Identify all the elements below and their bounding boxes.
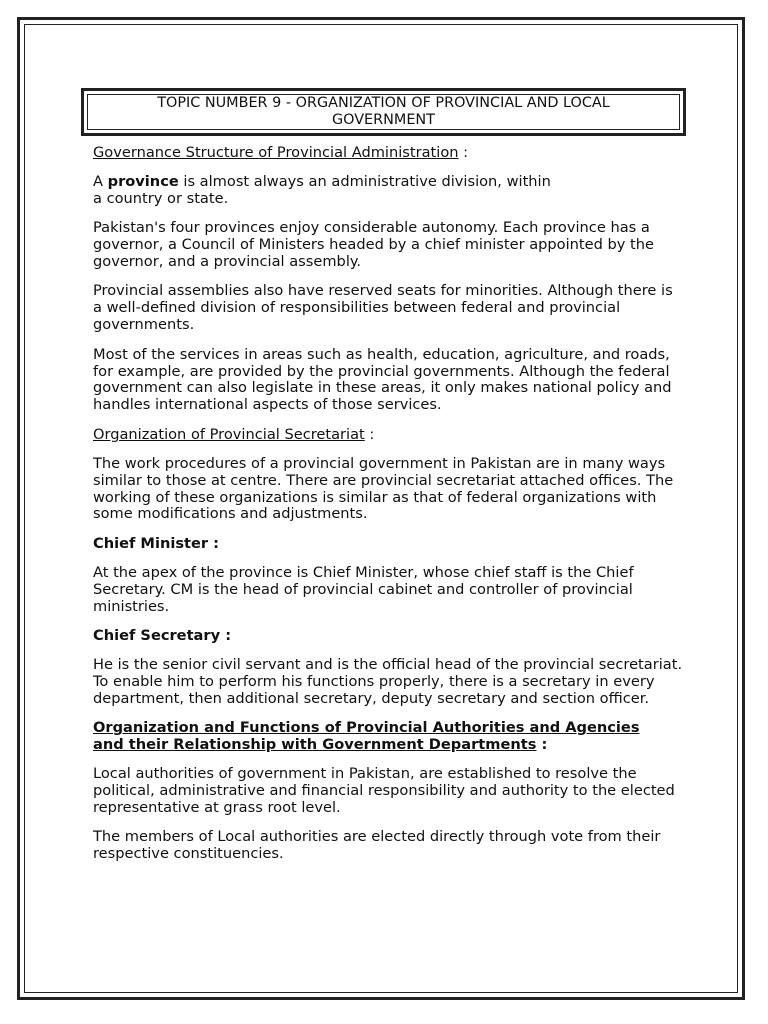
paragraph-work-procedures: The work procedures of a provincial government in Pakistan are in many ways similar to those at centre. There are provincial secretariat attached offices. The working of these organizations is similar as that of federal organizations with some modifications and adjustments. [93,454,674,523]
paragraph-local-authorities: Local authorities of government in Pakistan, are established to resolve the political, administrative and financial responsibility and authority to the elected representative at grass root level. [93,764,675,816]
province-term: province [107,172,179,190]
paragraph-provincial-assemblies: Provincial assemblies also have reserved seats for minorities. Although there is a well-defined division of responsibilities between federal and provincial governments. [93,282,673,334]
section-heading-secretariat: Organization of Provincial Secretariat : [93,425,375,443]
paragraph-members-elected: The members of Local authorities are elected directly through vote from their respective constituencies. [93,828,661,862]
paragraph-services: Most of the services in areas such as health, education, agriculture, and roads, for example, are provided by the provincial governments. Although the federal government can also legislate in these areas, it only makes national policy and handles international aspects of those services. [93,345,672,414]
paragraph-chief-minister: At the apex of the province is Chief Minister, whose chief staff is the Chief Secretary. CM is the head of provincial cabinet and controller of provincial ministries. [93,563,634,615]
page-title [87,94,680,130]
title-line-1: TOPIC NUMBER 9 - ORGANIZATION OF PROVINCIAL AND LOCAL [157,95,610,111]
section-heading-chief-minister: Chief Minister : [93,534,220,552]
document-body [93,145,683,875]
paragraph-chief-secretary: He is the senior civil servant and is the official head of the provincial secretariat. To enable him to perform his functions properly, there is a secretary in every department, then additional secretary, deputy secretary and section officer. [93,655,683,707]
section-heading-chief-secretary: Chief Secretary : [93,626,232,644]
section-heading-authorities: Organization and Functions of Provincial Authorities and Agencies and their Relationship with Government Departments : [93,719,640,753]
section-heading-governance: Governance Structure of Provincial Administration : [93,144,469,161]
title-box [81,88,686,136]
paragraph-province-definition: A province is almost always an administrative division, within a country or state. [93,172,551,207]
paragraph-four-provinces: Pakistan's four provinces enjoy considerable autonomy. Each province has a governor, a Council of Ministers headed by a chief minister appointed by the governor, and a provincial assembly. [93,219,655,271]
title-line-2: GOVERNMENT [331,112,435,128]
